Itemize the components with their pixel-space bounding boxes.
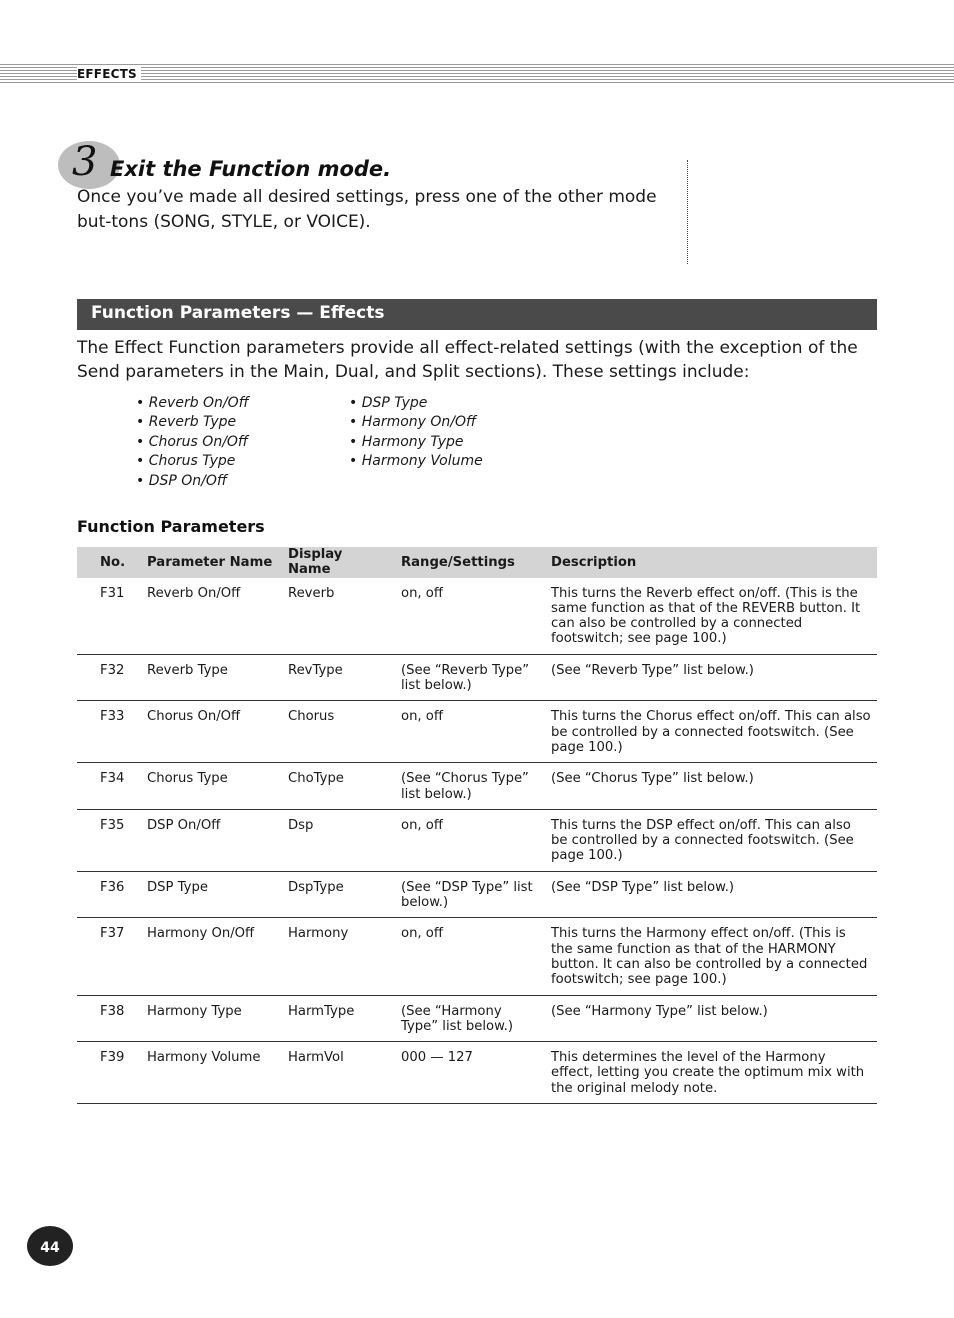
table-row	[77, 578, 877, 655]
cell-description: This determines the level of the Harmony effect, letting you create the optimum mix with the original melody note.	[545, 1042, 877, 1104]
function-parameters-table	[77, 547, 877, 1104]
cell-display-name: RevType	[282, 654, 395, 701]
list-item: • Reverb Type	[136, 414, 237, 431]
cell-parameter-name: Harmony Type	[141, 995, 282, 1042]
list-item: • Reverb On/Off	[136, 395, 249, 411]
table-row	[77, 918, 877, 995]
column-header-no: No.	[77, 547, 141, 578]
page-number: 44	[27, 1226, 73, 1266]
cell-display-name: Dsp	[282, 809, 395, 871]
list-item: • DSP On/Off	[136, 472, 227, 489]
cell-parameter-name: Reverb Type	[141, 654, 282, 701]
cell-display-name: Reverb	[282, 578, 395, 655]
cell-description: This turns the Harmony effect on/off. (This is the same function as that of the HARMONY button. It can also be controlled by a connected footswitch; see page 100.)	[545, 918, 877, 995]
cell-description: (See “DSP Type” list below.)	[545, 871, 877, 918]
list-item: • DSP Type	[349, 395, 428, 411]
table-header-row	[77, 547, 877, 578]
header-rule	[0, 64, 954, 84]
cell-range: on, off	[395, 809, 545, 871]
step-number: 3	[72, 139, 98, 185]
step-title: Exit the Function mode.	[110, 157, 392, 181]
cell-display-name: ChoType	[282, 763, 395, 810]
cell-parameter-name: Reverb On/Off	[141, 578, 282, 655]
column-header-parameter-name: Parameter Name	[141, 547, 282, 578]
settings-list-col1	[136, 394, 249, 491]
table-row	[77, 995, 877, 1042]
column-header-description: Description	[545, 547, 877, 578]
cell-no: F35	[77, 809, 141, 871]
cell-range: on, off	[395, 701, 545, 763]
cell-description: (See “Harmony Type” list below.)	[545, 995, 877, 1042]
cell-no: F32	[77, 654, 141, 701]
cell-no: F34	[77, 763, 141, 810]
cell-description: (See “Reverb Type” list below.)	[545, 654, 877, 701]
cell-range: (See “DSP Type” list below.)	[395, 871, 545, 918]
list-item: • Harmony Volume	[349, 453, 483, 470]
table-row	[77, 701, 877, 763]
cell-range: on, off	[395, 918, 545, 995]
list-item: • Harmony On/Off	[349, 414, 477, 431]
cell-no: F39	[77, 1042, 141, 1104]
cell-no: F38	[77, 995, 141, 1042]
cell-parameter-name: DSP On/Off	[141, 809, 282, 871]
cell-display-name: HarmVol	[282, 1042, 395, 1104]
column-header-display-name: Display Name	[282, 547, 395, 578]
margin-dotted-rule	[687, 160, 688, 264]
cell-description: (See “Chorus Type” list below.)	[545, 763, 877, 810]
list-item: • Harmony Type	[349, 433, 464, 450]
cell-parameter-name: Harmony Volume	[141, 1042, 282, 1104]
running-head: EFFECTS	[77, 67, 141, 81]
cell-range: 000 — 127	[395, 1042, 545, 1104]
cell-range: (See “Chorus Type” list below.)	[395, 763, 545, 810]
list-item: • Chorus On/Off	[136, 433, 249, 450]
table-row	[77, 809, 877, 871]
cell-parameter-name: Harmony On/Off	[141, 918, 282, 995]
cell-description: This turns the Chorus effect on/off. This can also be controlled by a connected footswitch. (See page 100.)	[545, 701, 877, 763]
cell-no: F31	[77, 578, 141, 655]
section-header-bar	[77, 299, 877, 330]
cell-description: This turns the DSP effect on/off. This can also be controlled by a connected footswitch. (See page 100.)	[545, 809, 877, 871]
cell-range: (See “Harmony Type” list below.)	[395, 995, 545, 1042]
table-row	[77, 654, 877, 701]
table-heading: Function Parameters	[77, 517, 265, 536]
cell-display-name: Harmony	[282, 918, 395, 995]
cell-range: (See “Reverb Type” list below.)	[395, 654, 545, 701]
column-header-range: Range/Settings	[395, 547, 545, 578]
cell-range: on, off	[395, 578, 545, 655]
table-row	[77, 1042, 877, 1104]
cell-display-name: Chorus	[282, 701, 395, 763]
table-row	[77, 871, 877, 918]
table-row	[77, 763, 877, 810]
cell-display-name: HarmType	[282, 995, 395, 1042]
step-body: Once you’ve made all desired settings, press one of the other mode but-tons (SONG, STYLE, or VOICE).	[77, 187, 657, 232]
cell-no: F36	[77, 871, 141, 918]
cell-no: F37	[77, 918, 141, 995]
section-title: Function Parameters — Effects	[91, 303, 385, 323]
cell-description: This turns the Reverb effect on/off. (This is the same function as that of the REVERB button. It can also be controlled by a connected footswitch; see page 100.)	[545, 578, 877, 655]
section-intro: The Effect Function parameters provide all effect-related settings (with the exception of the Send parameters in the Main, Dual, and Split sections). These settings include:	[77, 338, 858, 382]
settings-list-col2	[349, 394, 483, 472]
cell-display-name: DspType	[282, 871, 395, 918]
cell-no: F33	[77, 701, 141, 763]
cell-parameter-name: Chorus On/Off	[141, 701, 282, 763]
list-item: • Chorus Type	[136, 453, 236, 470]
cell-parameter-name: Chorus Type	[141, 763, 282, 810]
cell-parameter-name: DSP Type	[141, 871, 282, 918]
